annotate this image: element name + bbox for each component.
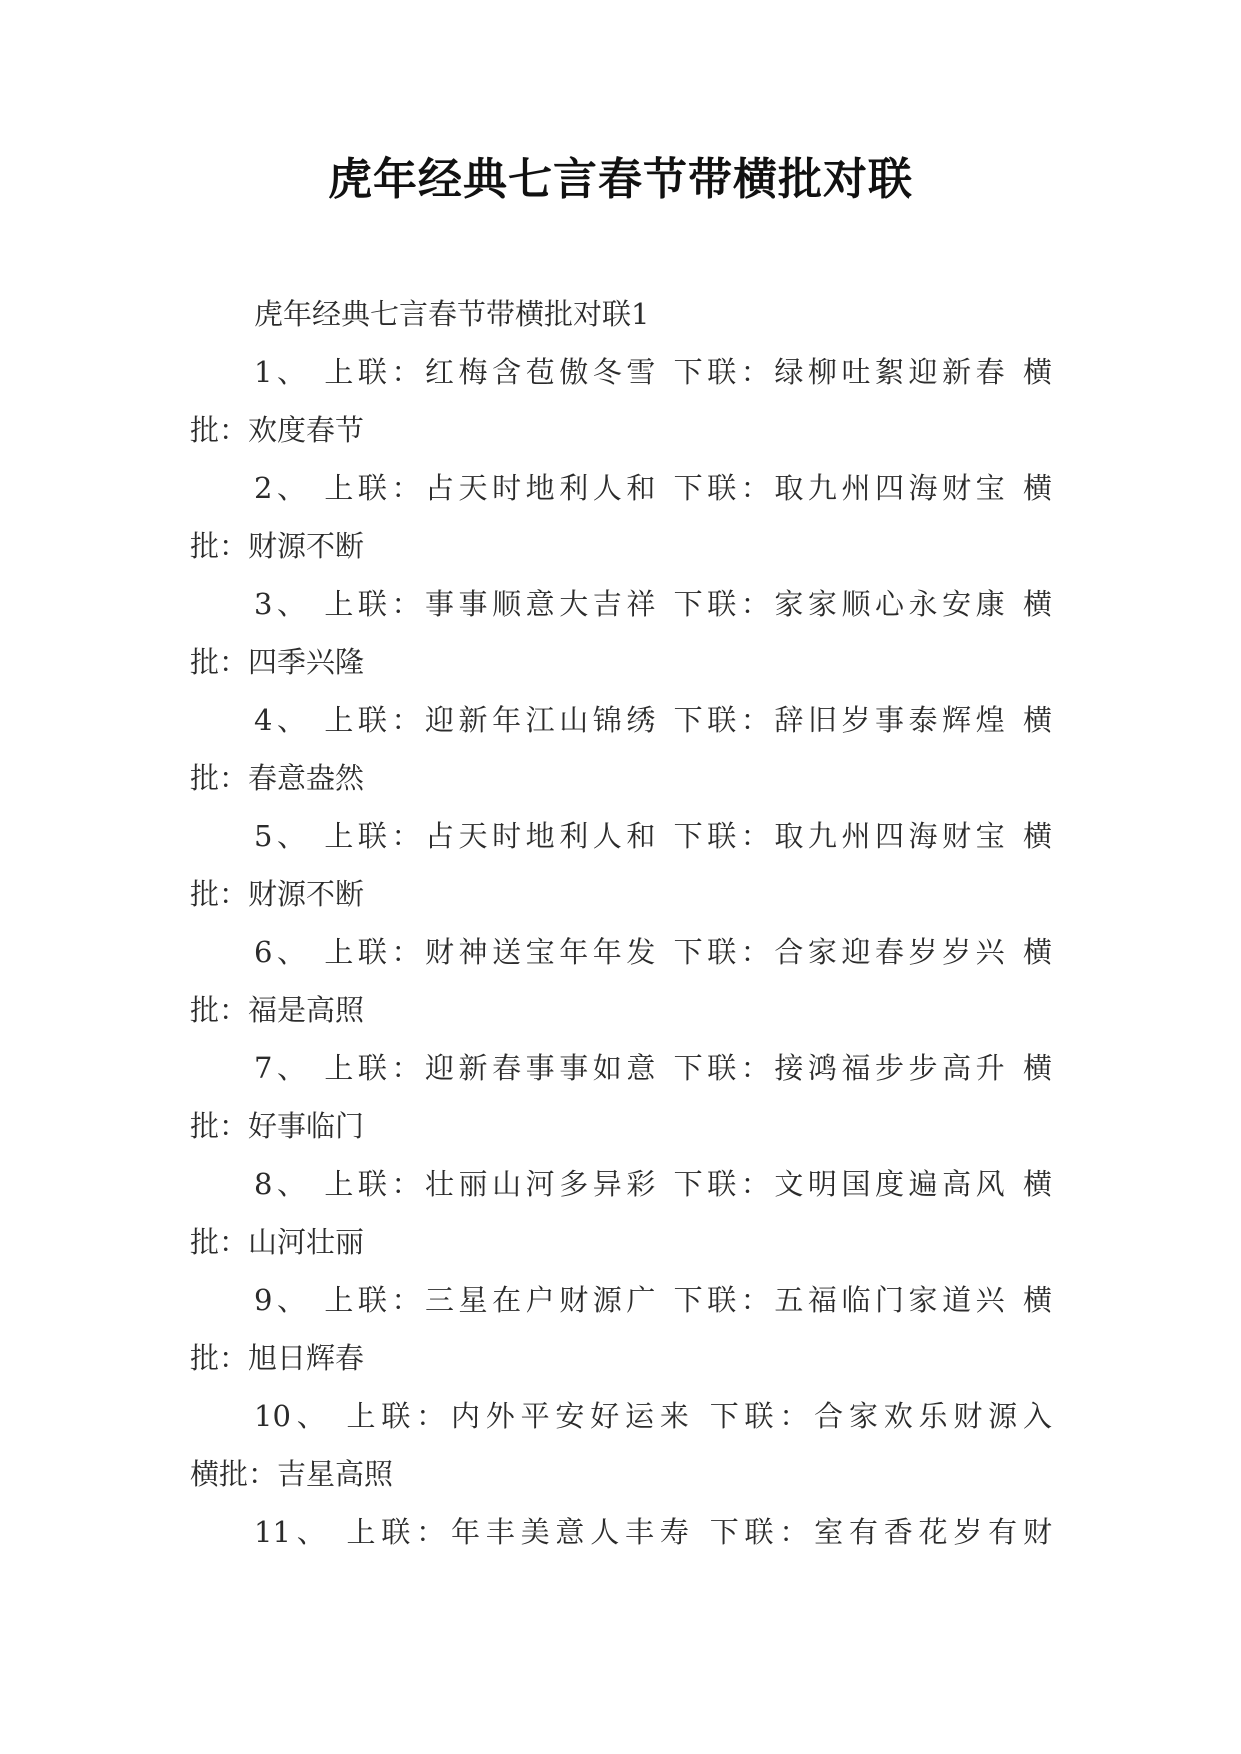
couplet-line: 2、 上联：占天时地利人和 下联：取九州四海财宝 横 bbox=[254, 471, 1052, 505]
couplet-line: 10、 上联：内外平安好运来 下联：合家欢乐财源入 bbox=[254, 1399, 1052, 1433]
couplet-entry bbox=[190, 575, 1052, 691]
couplet-line: 1、 上联：红梅含苞傲冬雪 下联：绿柳吐絮迎新春 横 bbox=[254, 355, 1052, 389]
couplet-entry bbox=[190, 1039, 1052, 1155]
couplet-entry bbox=[190, 923, 1052, 1039]
document-body bbox=[190, 285, 1052, 1561]
couplet-continuation: 批：旭日辉春 bbox=[190, 1341, 365, 1375]
couplet-entry bbox=[190, 1503, 1052, 1561]
couplet-line: 11、 上联：年丰美意人丰寿 下联：室有香花岁有财 bbox=[254, 1515, 1052, 1549]
couplet-continuation: 批：四季兴隆 bbox=[190, 645, 365, 679]
couplet-line: 7、 上联：迎新春事事如意 下联：接鸿福步步高升 横 bbox=[254, 1051, 1052, 1085]
couplet-entry bbox=[190, 459, 1052, 575]
couplet-line: 3、 上联：事事顺意大吉祥 下联：家家顺心永安康 横 bbox=[254, 587, 1052, 621]
couplet-entry bbox=[190, 343, 1052, 459]
couplet-line: 6、 上联：财神送宝年年发 下联：合家迎春岁岁兴 横 bbox=[254, 935, 1052, 969]
couplet-line: 5、 上联：占天时地利人和 下联：取九州四海财宝 横 bbox=[254, 819, 1052, 853]
couplet-line: 4、 上联：迎新年江山锦绣 下联：辞旧岁事泰辉煌 横 bbox=[254, 703, 1052, 737]
couplet-continuation: 批：春意盎然 bbox=[190, 761, 365, 795]
section-heading: 虎年经典七言春节带横批对联1 bbox=[254, 297, 650, 331]
couplet-continuation: 批：财源不断 bbox=[190, 529, 365, 563]
couplet-continuation: 批：好事临门 bbox=[190, 1109, 365, 1143]
couplet-continuation: 批：欢度春节 bbox=[190, 413, 365, 447]
couplet-line: 8、 上联：壮丽山河多异彩 下联：文明国度遍高风 横 bbox=[254, 1167, 1052, 1201]
couplet-line: 9、 上联：三星在户财源广 下联：五福临门家道兴 横 bbox=[254, 1283, 1052, 1317]
couplet-continuation: 批：福是高照 bbox=[190, 993, 365, 1027]
couplet-entry bbox=[190, 807, 1052, 923]
couplet-continuation: 横批：吉星高照 bbox=[190, 1457, 394, 1491]
couplet-entry bbox=[190, 1387, 1052, 1503]
couplet-continuation: 批：山河壮丽 bbox=[190, 1225, 365, 1259]
couplet-entry bbox=[190, 1271, 1052, 1387]
document-title: 虎年经典七言春节带横批对联 bbox=[328, 154, 913, 205]
couplet-entry bbox=[190, 1155, 1052, 1271]
couplet-continuation: 批：财源不断 bbox=[190, 877, 365, 911]
couplet-entry bbox=[190, 691, 1052, 807]
